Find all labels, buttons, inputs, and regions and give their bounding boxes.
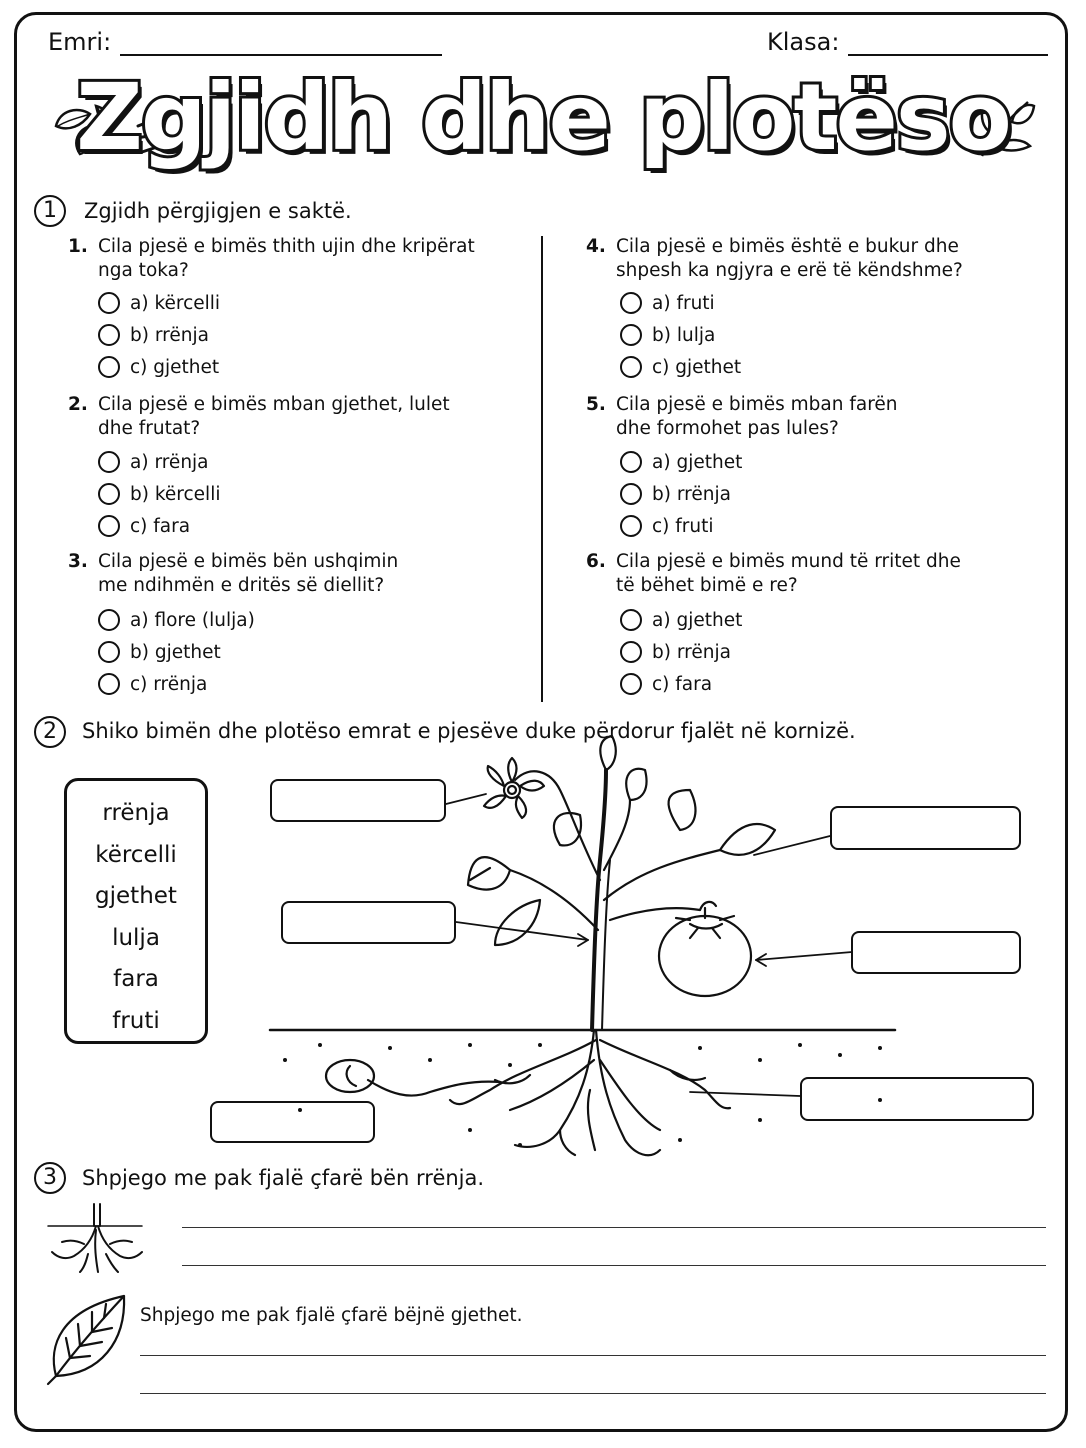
- option-4a[interactable]: a) fruti: [620, 292, 715, 318]
- section3-number: 3: [34, 1162, 66, 1194]
- class-label: Klasa:: [767, 28, 840, 56]
- page-title: Zgjidh dhe plotëso: [76, 64, 1010, 171]
- option-1c[interactable]: c) gjethet: [98, 356, 219, 382]
- question-text: të bëhet bimë e re?: [616, 575, 798, 596]
- answer-box-leaves[interactable]: [830, 806, 1021, 850]
- option-6b[interactable]: b) rrënja: [620, 641, 731, 667]
- option-3c[interactable]: c) rrënja: [98, 673, 207, 699]
- question-text: nga toka?: [98, 260, 189, 281]
- option-2a[interactable]: a) rrënja: [98, 451, 209, 477]
- leaf: [720, 824, 775, 855]
- roots: [450, 1030, 730, 1155]
- answer-box-stem[interactable]: [281, 901, 456, 944]
- question-text: Cila pjesë e bimës thith ujin dhe kripërat: [98, 236, 475, 257]
- root-arrow: [690, 1092, 800, 1096]
- question-number: 6.: [586, 551, 606, 572]
- option-1a[interactable]: a) kërcelli: [98, 292, 220, 318]
- section1-title: Zgjidh përgjigjen e saktë.: [84, 199, 352, 223]
- word-bank-item: lulja: [112, 924, 160, 951]
- tomato: [659, 902, 751, 996]
- option-3a[interactable]: a) flore (lulja): [98, 609, 255, 635]
- option-5c[interactable]: c) fruti: [620, 515, 714, 541]
- option-2c[interactable]: c) fara: [98, 515, 190, 541]
- section2-number: 2: [34, 716, 66, 748]
- question-number: 5.: [586, 394, 606, 415]
- option-6a[interactable]: a) gjethet: [620, 609, 742, 635]
- answer-box-flower[interactable]: [270, 779, 446, 822]
- word-bank-item: kërcelli: [95, 841, 177, 868]
- question-text: Cila pjesë e bimës mund të rritet dhe: [616, 551, 961, 572]
- answer-box-root[interactable]: [800, 1077, 1034, 1121]
- answer-line[interactable]: [182, 1227, 1046, 1228]
- seed: [326, 1060, 500, 1096]
- question-text: Cila pjesë e bimës mban gjethet, lulet: [98, 394, 450, 415]
- fruit-arrow: [756, 952, 852, 960]
- option-3b[interactable]: b) gjethet: [98, 641, 221, 667]
- section3-prompt-leaves: Shpjego me pak fjalë çfarë bëjnë gjethet.: [140, 1305, 523, 1326]
- answer-box-fruit[interactable]: [851, 931, 1021, 974]
- answer-box-seed[interactable]: [210, 1101, 375, 1143]
- roots-icon: [44, 1200, 148, 1276]
- leaf: [626, 769, 646, 800]
- answer-line[interactable]: [140, 1355, 1046, 1356]
- name-label: Emri:: [48, 28, 112, 56]
- option-4b[interactable]: b) lulja: [620, 324, 715, 350]
- leaf-icon: [44, 1290, 130, 1386]
- flower-arrow: [446, 794, 486, 804]
- section3-prompt-root: Shpjego me pak fjalë çfarë bën rrënja.: [82, 1166, 485, 1190]
- question-text: me ndihmën e dritës së diellit?: [98, 575, 385, 596]
- question-number: 2.: [68, 394, 88, 415]
- leaf-arrow: [754, 836, 830, 855]
- question-number: 4.: [586, 236, 606, 257]
- word-bank-item: rrënja: [102, 800, 170, 826]
- stem-arrow: [456, 922, 588, 940]
- answer-line[interactable]: [140, 1393, 1046, 1394]
- leaf: [468, 857, 510, 889]
- word-bank-item: gjethet: [95, 883, 177, 909]
- option-5a[interactable]: a) gjethet: [620, 451, 742, 477]
- question-text: shpesh ka ngjyra e erë të këndshme?: [616, 260, 963, 281]
- question-number: 3.: [68, 551, 88, 572]
- option-2b[interactable]: b) kërcelli: [98, 483, 220, 509]
- leaf: [600, 736, 615, 770]
- question-text: Cila pjesë e bimës bën ushqimin: [98, 551, 399, 572]
- section1-number: 1: [34, 195, 66, 227]
- question-text: dhe formohet pas lules?: [616, 418, 839, 439]
- leaf: [669, 790, 696, 830]
- flower: [484, 758, 544, 818]
- section2-title: Shiko bimën dhe plotëso emrat e pjesëve duke përdorur fjalët në kornizë.: [82, 719, 856, 743]
- option-6c[interactable]: c) fara: [620, 673, 712, 699]
- leaf: [495, 900, 540, 945]
- word-bank-item: fruti: [112, 1007, 160, 1034]
- option-5b[interactable]: b) rrënja: [620, 483, 731, 509]
- option-4c[interactable]: c) gjethet: [620, 356, 741, 382]
- question-text: dhe frutat?: [98, 418, 201, 439]
- question-number: 1.: [68, 236, 88, 257]
- question-text: Cila pjesë e bimës është e bukur dhe: [616, 236, 959, 257]
- word-bank-item: fara: [113, 966, 159, 992]
- question-text: Cila pjesë e bimës mban farën: [616, 394, 898, 415]
- answer-line[interactable]: [182, 1265, 1046, 1266]
- option-1b[interactable]: b) rrënja: [98, 324, 209, 350]
